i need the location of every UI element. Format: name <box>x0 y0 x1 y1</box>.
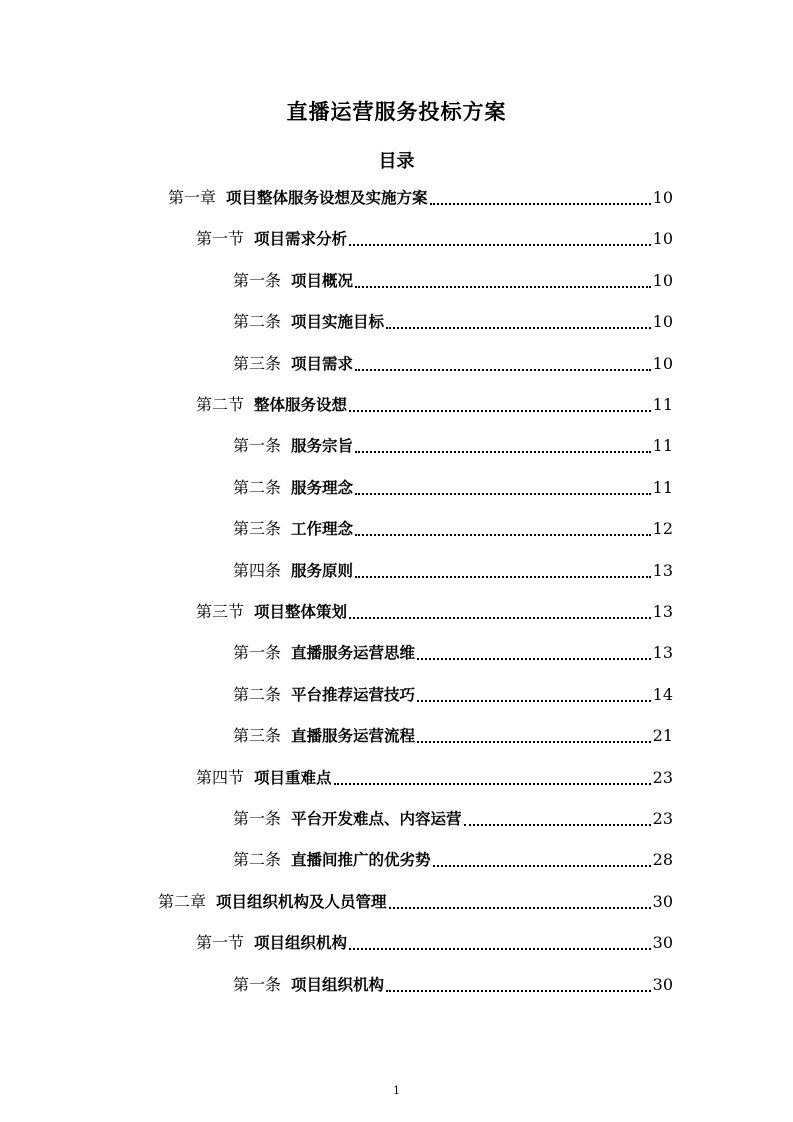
toc-entry-number: 第四节 <box>196 768 245 787</box>
toc-entry[interactable] <box>233 352 673 374</box>
toc-entry-number: 第二条 <box>233 850 282 869</box>
toc-leader-dots <box>355 576 651 578</box>
toc-entry-number: 第二条 <box>233 478 282 497</box>
toc-entry-title: 项目整体策划 <box>254 603 348 621</box>
toc-entry-title: 项目组织机构 <box>291 976 385 994</box>
toc-entry-number: 第一章 <box>168 188 217 207</box>
toc-leader-dots <box>334 783 651 785</box>
toc-leader-dots <box>433 865 651 867</box>
toc-leader-dots <box>389 907 651 909</box>
toc-entry-number: 第三条 <box>233 354 282 373</box>
toc-entry-title: 工作理念 <box>291 520 354 538</box>
toc-entry-page: 12 <box>652 519 673 538</box>
toc-entry-title: 整体服务设想 <box>254 396 348 414</box>
toc-entry-page: 10 <box>652 271 673 290</box>
toc-entry[interactable] <box>196 931 673 953</box>
toc-entry-page: 14 <box>652 685 673 704</box>
toc-leader-dots <box>355 286 651 288</box>
toc-entry-number: 第三条 <box>233 519 282 538</box>
toc-leader-dots <box>417 741 651 743</box>
toc-entry[interactable] <box>233 559 673 581</box>
toc-entry[interactable] <box>233 517 673 539</box>
toc-entry-page: 10 <box>652 354 673 373</box>
toc-entry-page: 13 <box>652 643 673 662</box>
toc-entry-number: 第三节 <box>196 602 245 621</box>
toc-entry-title: 直播服务运营流程 <box>291 727 416 745</box>
toc-leader-dots <box>417 658 651 660</box>
toc-leader-dots <box>349 410 651 412</box>
page-number: 1 <box>393 1084 400 1097</box>
toc-entry[interactable] <box>158 890 673 912</box>
toc-entry-title: 服务宗旨 <box>291 437 354 455</box>
toc-entry-number: 第三条 <box>233 726 282 745</box>
toc-entry-number: 第一条 <box>233 975 282 994</box>
toc-entry-title: 项目组织机构及人员管理 <box>216 893 387 911</box>
toc-entry-number: 第二节 <box>196 395 245 414</box>
toc-entry-page: 11 <box>652 478 673 497</box>
toc-entry[interactable] <box>233 641 673 663</box>
toc-leader-dots <box>386 990 651 992</box>
toc-entry[interactable] <box>233 724 673 746</box>
toc-entry-title: 项目实施目标 <box>291 313 385 331</box>
toc-entry-number: 第一条 <box>233 809 282 828</box>
toc-entry-number: 第二条 <box>233 685 282 704</box>
toc-entry-number: 第一节 <box>196 933 245 952</box>
toc-entry-title: 项目需求 <box>291 355 354 373</box>
toc-entry-page: 30 <box>652 975 673 994</box>
toc-entry-page: 10 <box>652 188 673 207</box>
toc-entry-number: 第一节 <box>196 229 245 248</box>
toc-entry-title: 项目需求分析 <box>254 230 348 248</box>
toc-entry-number: 第四条 <box>233 561 282 580</box>
toc-entry-title: 项目概况 <box>291 272 354 290</box>
toc-entry-page: 11 <box>652 395 673 414</box>
toc-entry-number: 第一条 <box>233 436 282 455</box>
toc-entry-page: 13 <box>652 602 673 621</box>
toc-entry[interactable] <box>233 683 673 705</box>
document-title: 直播运营服务投标方案 <box>286 100 507 124</box>
toc-leader-dots <box>349 617 651 619</box>
toc-entry-page: 13 <box>652 561 673 580</box>
toc-entry[interactable] <box>196 227 673 249</box>
toc-heading: 目录 <box>378 151 415 172</box>
toc-leader-dots <box>355 493 651 495</box>
toc-entry-title: 项目组织机构 <box>254 934 348 952</box>
toc-leader-dots <box>386 327 651 329</box>
toc-entry-title: 项目重难点 <box>254 769 332 787</box>
toc-entry-page: 23 <box>652 809 673 828</box>
toc-entry-page: 10 <box>652 229 673 248</box>
toc-entry-number: 第一条 <box>233 643 282 662</box>
toc-entry[interactable] <box>196 600 673 622</box>
toc-entry-title: 服务原则 <box>291 562 354 580</box>
toc-entry-title: 平台开发难点、内容运营 <box>291 810 462 828</box>
toc-entry-page: 30 <box>652 933 673 952</box>
toc-leader-dots <box>349 244 651 246</box>
toc-leader-dots <box>464 824 651 826</box>
toc-entry-page: 28 <box>652 850 673 869</box>
toc-leader-dots <box>430 203 651 205</box>
toc-entry-title: 直播间推广的优劣势 <box>291 851 431 869</box>
toc-entry-page: 21 <box>652 726 673 745</box>
toc-entry[interactable] <box>196 393 673 415</box>
toc-entry-page: 11 <box>652 436 673 455</box>
toc-entry[interactable] <box>233 434 673 456</box>
toc-entry-page: 10 <box>652 312 673 331</box>
toc-leader-dots <box>355 534 651 536</box>
toc-entry[interactable] <box>233 269 673 291</box>
toc-leader-dots <box>417 700 651 702</box>
toc-entry[interactable] <box>233 476 673 498</box>
toc-leader-dots <box>355 451 651 453</box>
toc-entry-title: 项目整体服务设想及实施方案 <box>226 189 428 207</box>
toc-entry-title: 服务理念 <box>291 479 354 497</box>
toc-entry[interactable] <box>233 973 673 995</box>
toc-entry[interactable] <box>233 807 673 829</box>
toc-entry[interactable] <box>233 848 673 870</box>
toc-entry[interactable] <box>196 766 673 788</box>
toc-entry-page: 30 <box>652 892 673 911</box>
toc-leader-dots <box>349 948 651 950</box>
toc-entry-number: 第二章 <box>158 892 207 911</box>
toc-entry[interactable] <box>233 310 673 332</box>
toc-leader-dots <box>355 369 651 371</box>
toc-entry[interactable] <box>168 186 673 208</box>
toc-entry-title: 平台推荐运营技巧 <box>291 686 416 704</box>
toc-entry-number: 第一条 <box>233 271 282 290</box>
toc-entry-number: 第二条 <box>233 312 282 331</box>
toc-entry-page: 23 <box>652 768 673 787</box>
toc-entry-title: 直播服务运营思维 <box>291 644 416 662</box>
